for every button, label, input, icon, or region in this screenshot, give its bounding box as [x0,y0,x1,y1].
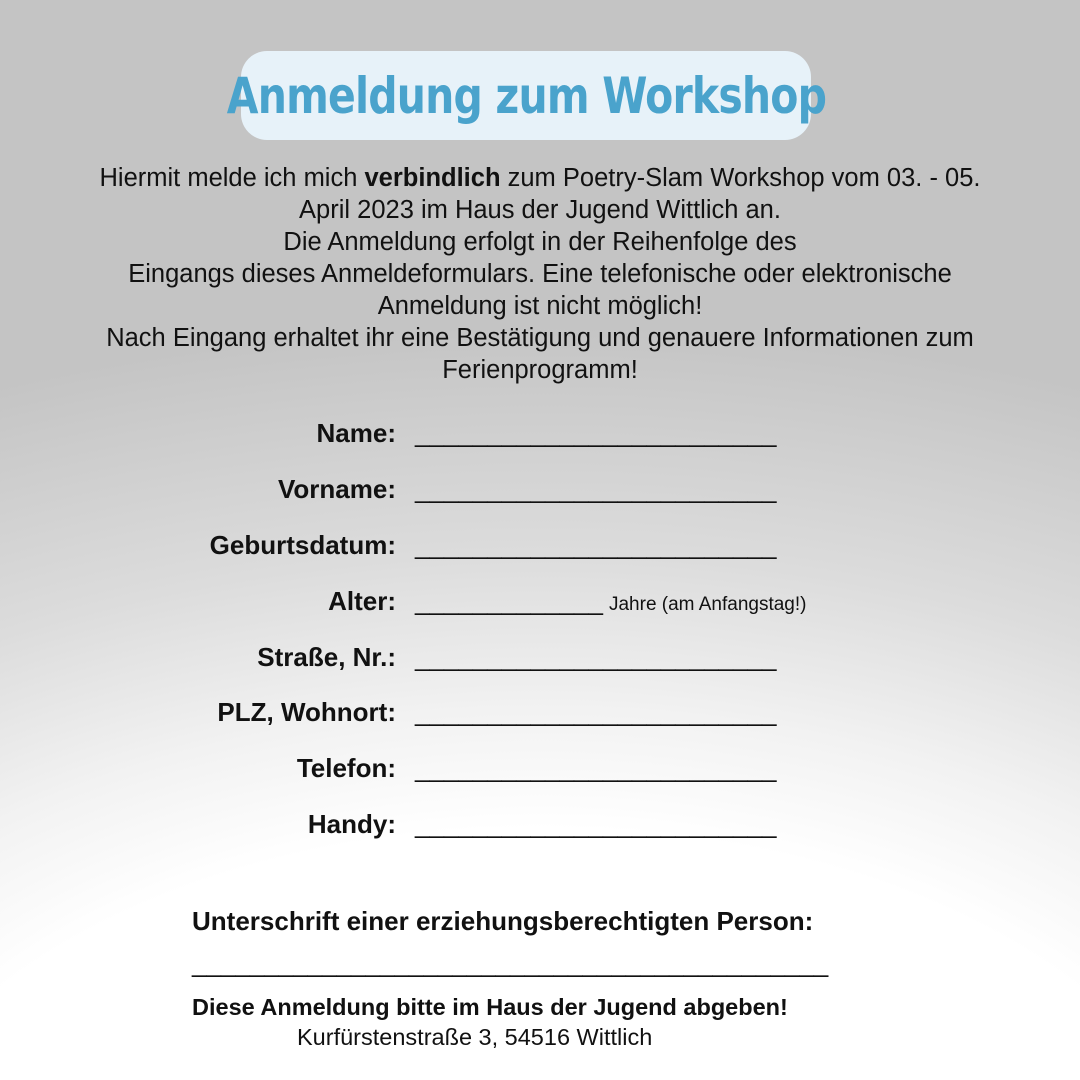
intro-line-1-pre: Hiermit melde ich mich [99,164,365,192]
field-label: Straße, Nr.: [257,642,396,672]
intro-line-3: Die Anmeldung erfolgt in der Reihenfolge des [283,228,797,256]
field-vorname [0,474,1080,514]
field-label: Telefon: [296,753,396,783]
field-label: Alter: [328,586,396,616]
field-alter [0,586,1080,626]
intro-line-7: Ferienprogramm! [442,356,638,384]
field-label: Vorname: [278,474,396,504]
handy-blank-line[interactable]: _________________________ [415,809,777,839]
submission-notice: Diese Anmeldung bitte im Haus der Jugend abgeben! [192,994,788,1020]
intro-text [20,162,1060,386]
strasse-blank-line[interactable]: _________________________ [415,642,777,672]
alter-note: Jahre (am Anfangstag!) [608,594,807,615]
intro-line-5: Anmeldung ist nicht möglich! [377,292,703,320]
field-label: Geburtsdatum: [209,530,396,560]
field-name [0,418,1080,458]
telefon-blank-line[interactable]: _________________________ [415,753,777,783]
signature-label: Unterschrift einer erziehungsberechtigten Person: [192,906,814,936]
vorname-blank-line[interactable]: _________________________ [415,474,777,504]
plz-wohnort-blank-line[interactable]: _________________________ [415,697,777,727]
intro-line-2: April 2023 im Haus der Jugend Wittlich an. [299,196,781,224]
alter-blank-group [415,586,806,617]
title-banner [226,51,826,140]
field-label: Name: [316,418,396,448]
intro-emphasis: verbindlich [364,164,501,192]
intro-line-1 [20,162,1060,194]
intro-line-1-post: zum Poetry-Slam Workshop vom 03. - 05. [500,164,981,192]
field-plz-wohnort [0,697,1080,737]
alter-blank-line[interactable]: _____________ [415,586,603,616]
field-handy [0,809,1080,849]
field-telefon [0,753,1080,793]
field-label: PLZ, Wohnort: [217,697,396,727]
intro-line-6: Nach Eingang erhaltet ihr eine Bestätigung und genauere Informationen zum [106,324,974,352]
signature-blank-line[interactable]: ____________________________________________ [192,948,829,978]
field-label: Handy: [307,809,396,839]
name-blank-line[interactable]: _________________________ [415,418,777,448]
field-strasse [0,642,1080,682]
intro-line-4: Eingangs dieses Anmeldeformulars. Eine telefonische oder elektronische [128,260,952,288]
geburtsdatum-blank-line[interactable]: _________________________ [415,530,777,560]
field-geburtsdatum [0,530,1080,570]
address: Kurfürstenstraße 3, 54516 Wittlich [297,1024,653,1050]
page-title: Anmeldung zum Workshop [226,66,826,125]
